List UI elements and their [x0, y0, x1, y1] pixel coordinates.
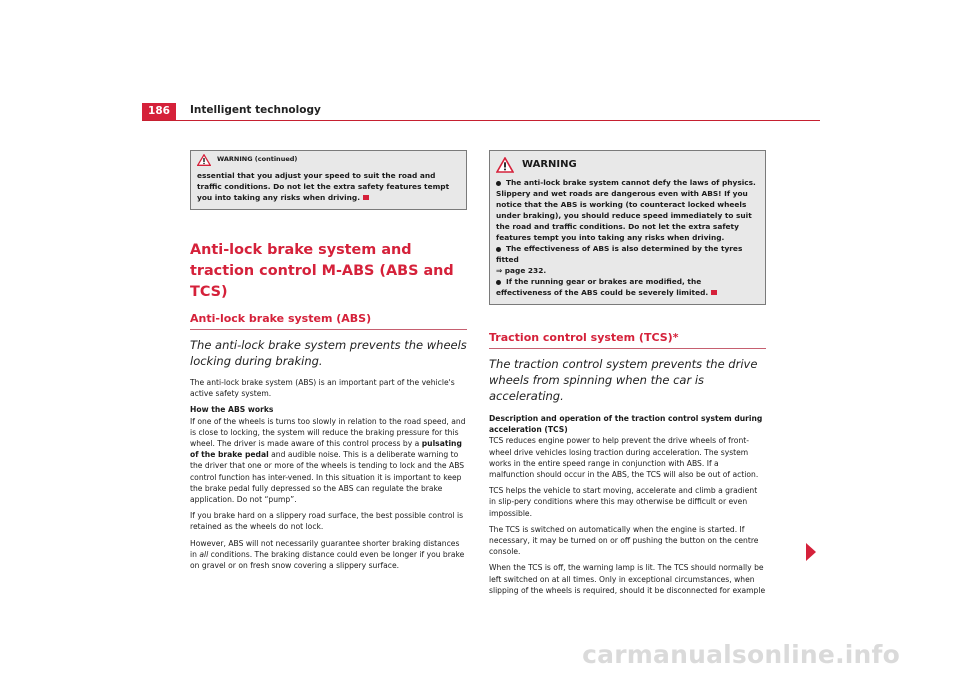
warning-header [490, 151, 765, 175]
abs-p4-italic: all [199, 549, 209, 559]
abs-p2-a: If one of the wheels is turns too slowly in relation to the road speed, and is close to locking, the system will reduce the braking pressure for this wheel. The driver is made aware of this control process by a [190, 416, 466, 449]
tcs-description-heading: Description and operation of the traction control system during acceleration (TCS) [489, 414, 763, 435]
tcs-lead: The traction control system prevents the drive wheels from spinning when the car is accelerating. [489, 357, 758, 403]
bullet-icon [496, 247, 501, 252]
abs-p2-bold: pulsating of the brake pedal [190, 439, 462, 460]
warning-box [489, 150, 766, 305]
warning-continued-text-content: essential that you adjust your speed to suit the road and traffic conditions. Do not let the extra safety features tempt you into taking any risks when driving. [197, 171, 450, 202]
right-column [489, 150, 766, 596]
tcs-paragraph-3: The TCS is switched on automatically when the engine is started. If necessary, it may be turned on or off pushing the button on the centre console. [489, 524, 759, 557]
running-head: Intelligent technology [190, 104, 321, 116]
abs-lead: The anti-lock brake system prevents the wheels locking during braking. [190, 338, 467, 368]
abs-paragraph-2 [190, 416, 467, 506]
warning-bullet-2 [496, 243, 759, 276]
tcs-paragraph-2: TCS helps the vehicle to start moving, accelerate and climb a gradient in slip-pery conditions where this may otherwise be difficult or even impossible. [489, 486, 758, 518]
page-reference-link[interactable]: ⇒ page 232. [496, 266, 547, 275]
end-mark-icon [711, 290, 717, 295]
tcs-paragraph-1: TCS reduces engine power to help prevent the drive wheels of front-wheel drive vehicles losing traction during acceleration. The system works in the entire speed range in conjunction with ABS. If a malfunction should occur in the ABS, the TCS will also be out of action. [489, 436, 759, 480]
abs-p2-b: and audible noise. This is a deliberate warning to the driver that one or more of the wheels is tending to lock and the ABS control function has inter-vened. In this situation it is important to keep the brake pedal fully depressed so the ABS can regulate the brake application. Do not “pump”. [190, 450, 465, 505]
watermark: carmanualsonline.info [582, 640, 900, 669]
abs-heading: Anti-lock brake system (ABS) [190, 312, 467, 330]
abs-p4-a: However, ABS will not necessarily guarantee shorter braking distances in [190, 538, 460, 559]
header-rule [142, 120, 820, 121]
abs-how-heading: How the ABS works [190, 405, 274, 415]
next-page-arrow-icon[interactable] [806, 543, 816, 561]
warning-bullet-3 [496, 276, 759, 298]
page-header [0, 0, 960, 125]
left-column [190, 150, 467, 571]
tcs-heading: Traction control system (TCS)* [489, 331, 766, 349]
warning-bullet-2-text: The effectiveness of ABS is also determined by the tyres fitted [496, 244, 743, 264]
bullet-icon [496, 280, 501, 285]
section-title: Anti-lock brake system and traction control M-ABS (ABS and TCS) [190, 242, 454, 300]
warning-triangle-icon [197, 154, 211, 166]
warning-bullet-1-text: The anti-lock brake system cannot defy the laws of physics. Slippery and wet roads are dangerous even with ABS! If you notice that the ABS is working (to counteract locked wheels under braking), you should reduce speed immediately to suit the road and traffic conditions. Do not let the extra safety features tempt you into taking any risks when driving. [496, 178, 756, 242]
end-mark-icon [363, 195, 369, 200]
abs-p4-b: conditions. The braking distance could even be longer if you brake on gravel or on fresh snow covering a slippery surface. [190, 549, 465, 571]
warning-text [490, 175, 765, 304]
abs-paragraph-1: The anti-lock brake system (ABS) is an important part of the vehicle's active safety system. [190, 378, 455, 399]
warning-continued-header [191, 151, 466, 168]
warning-triangle-icon [496, 157, 514, 173]
abs-paragraph-3: If you brake hard on a slippery road surface, the best possible control is retained as the wheels do not lock. [190, 511, 464, 532]
warning-bullet-3-text: If the running gear or brakes are modified, the effectiveness of the ABS could be severely limited. [496, 277, 709, 297]
abs-paragraph-4 [190, 538, 467, 572]
warning-title: WARNING [522, 159, 577, 171]
warning-continued-text [191, 168, 466, 209]
bullet-icon [496, 181, 501, 186]
tcs-paragraph-4: When the TCS is off, the warning lamp is lit. The TCS should normally be left switched on at all times. Only in exceptional circumstances, when slipping of the wheels is required, should it be disconnected for example [489, 563, 766, 595]
warning-continued-title: WARNING (continued) [217, 155, 298, 164]
warning-bullet-1 [496, 177, 759, 243]
page-number: 186 [142, 103, 176, 120]
warning-continued-box [190, 150, 467, 210]
